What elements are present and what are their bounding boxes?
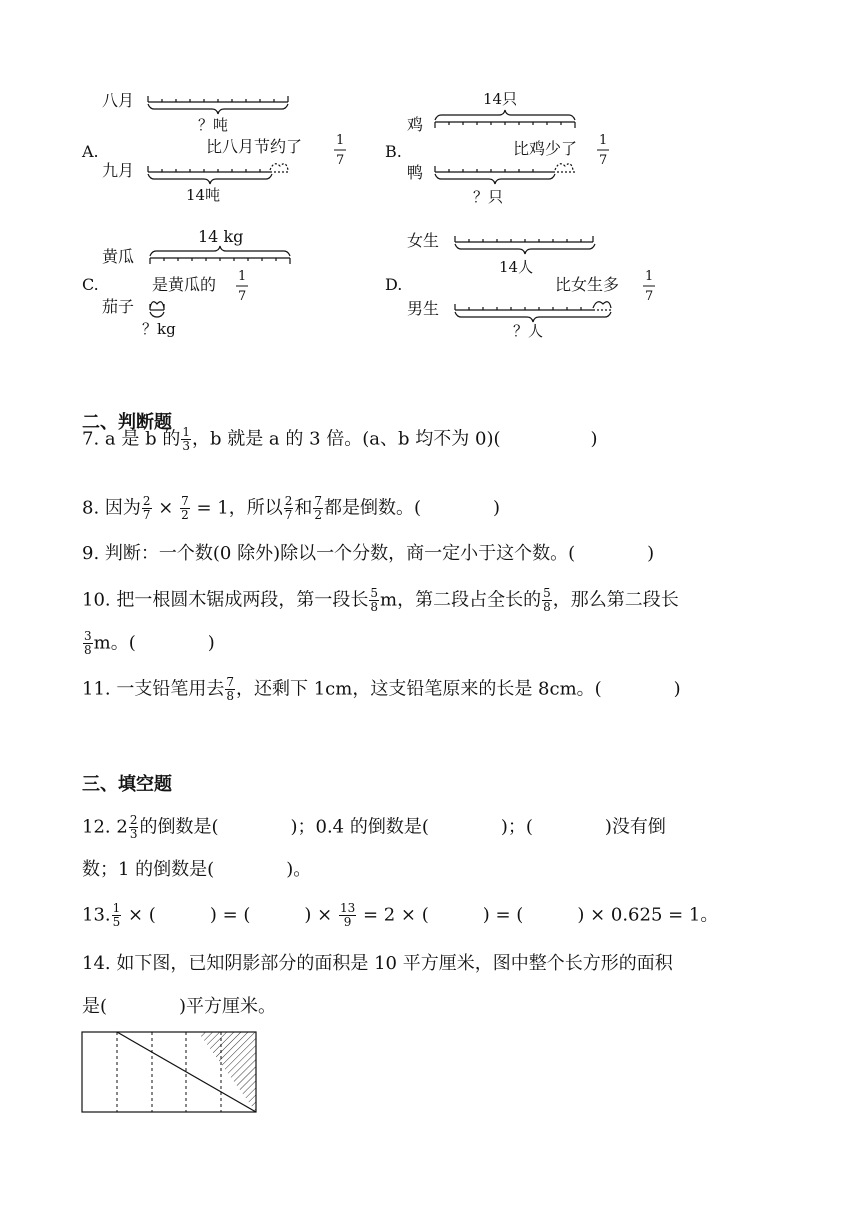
question-14-cont: 是( )平方厘米。 bbox=[82, 996, 277, 1017]
known-label: 14吨 bbox=[186, 186, 221, 204]
fraction: $\frac{7}{2}$ bbox=[314, 494, 322, 522]
fraction: $\frac{13}{9}$ bbox=[339, 901, 356, 929]
note-label: 比鸡少了 bbox=[513, 139, 578, 158]
rectangle-figure bbox=[80, 1030, 262, 1120]
frac-n: 1 bbox=[599, 133, 608, 148]
section-title-fill: 三、填空题 bbox=[82, 774, 172, 795]
question-11: 11. 一支铅笔用去 $\frac{7}{8}$ ，还剩下 1cm，这支铅笔原来的长是 8cm。( ) bbox=[82, 675, 681, 703]
row1-label: 女生 bbox=[407, 231, 440, 250]
option-c-diagram bbox=[100, 222, 360, 342]
unknown-label: ？人 bbox=[513, 322, 544, 340]
frac-d: 7 bbox=[336, 153, 345, 168]
fraction: $\frac{7}{8}$ bbox=[226, 675, 234, 703]
fraction: $\frac{2}{7}$ bbox=[142, 494, 151, 522]
frac-d: 7 bbox=[599, 153, 608, 168]
question-8: 8. 因为 $\frac{2}{7}$ × $\frac{7}{2}$ = 1，所以 $\frac{2}{7}$ 和 $\frac{7}{2}$ 都是倒数。( ) bbox=[82, 494, 501, 522]
option-a-diagram bbox=[100, 88, 360, 208]
question-7: 7. a 是 b 的 $\frac{1}{3}$ ，b 就是 a 的 3 倍。(a、b 均不为 0)( ) bbox=[82, 425, 598, 453]
unknown-label: ？kg bbox=[142, 320, 176, 338]
question-10: 10. 把一根圆木锯成两段，第一段长 $\frac{5}{8}$ m，第二段占全长的 $\frac{5}{8}$ ，那么第二段长 bbox=[82, 586, 679, 614]
option-b-diagram bbox=[405, 88, 665, 208]
fraction: $\frac{5}{8}$ bbox=[543, 586, 551, 614]
note-label: 是黄瓜的 bbox=[152, 275, 217, 294]
fraction: $\frac{2}{3}$ bbox=[129, 813, 138, 841]
fraction: $\frac{7}{2}$ bbox=[181, 494, 189, 522]
known-label: 14人 bbox=[499, 258, 534, 276]
frac-n: 1 bbox=[336, 133, 345, 148]
row2-label: 鸭 bbox=[407, 163, 424, 182]
question-13: 13. $\frac{1}{5}$ × ( ) = ( ) × $\frac{13}{9}$ = 2 × ( ) = ( ) × 0.625 = 1。 bbox=[82, 901, 719, 929]
known-label: 14只 bbox=[483, 90, 518, 108]
row1-label: 八月 bbox=[102, 91, 135, 110]
fraction: $\frac{1}{5}$ bbox=[112, 901, 121, 929]
frac-d: 7 bbox=[238, 289, 247, 304]
option-b-label: B. bbox=[385, 142, 402, 161]
unknown-label: ？吨 bbox=[198, 116, 229, 134]
row1-label: 黄瓜 bbox=[102, 247, 135, 266]
option-a-label: A. bbox=[82, 142, 99, 161]
question-12-cont: 数；1 的倒数是( )。 bbox=[82, 859, 312, 880]
fraction: $\frac{5}{8}$ bbox=[370, 586, 378, 614]
row2-label: 九月 bbox=[102, 161, 135, 180]
fraction: $\frac{3}{8}$ bbox=[84, 629, 92, 657]
section-title-judgment: 二、判断题 bbox=[82, 412, 172, 433]
frac-d: 7 bbox=[645, 289, 654, 304]
frac-n: 1 bbox=[645, 269, 654, 284]
row1-label: 鸡 bbox=[407, 115, 424, 134]
option-c-label: C. bbox=[82, 275, 99, 294]
note-label: 比八月节约了 bbox=[206, 137, 303, 156]
unknown-label: ？只 bbox=[473, 188, 504, 206]
question-10-cont: $\frac{3}{8}$ m。( ) bbox=[84, 629, 215, 657]
question-14: 14. 如下图，已知阴影部分的面积是 10 平方厘米，图中整个长方形的面积 bbox=[82, 953, 673, 974]
frac-n: 1 bbox=[238, 269, 247, 284]
fraction: $\frac{1}{3}$ bbox=[182, 425, 190, 453]
option-d-label: D. bbox=[385, 275, 403, 294]
note-label: 比女生多 bbox=[555, 275, 620, 294]
row2-label: 茄子 bbox=[102, 297, 135, 316]
fraction: $\frac{2}{7}$ bbox=[284, 494, 293, 522]
shaded-triangle bbox=[198, 1032, 256, 1112]
option-d-diagram bbox=[405, 222, 665, 342]
row2-label: 男生 bbox=[407, 299, 440, 318]
known-label: 14 kg bbox=[198, 227, 244, 246]
question-12: 12. 2 $\frac{2}{3}$ 的倒数是( )；0.4 的倒数是( )；( )没有倒 bbox=[82, 813, 666, 841]
question-9: 9. 判断：一个数(0 除外)除以一个分数，商一定小于这个数。( ) bbox=[82, 543, 655, 564]
